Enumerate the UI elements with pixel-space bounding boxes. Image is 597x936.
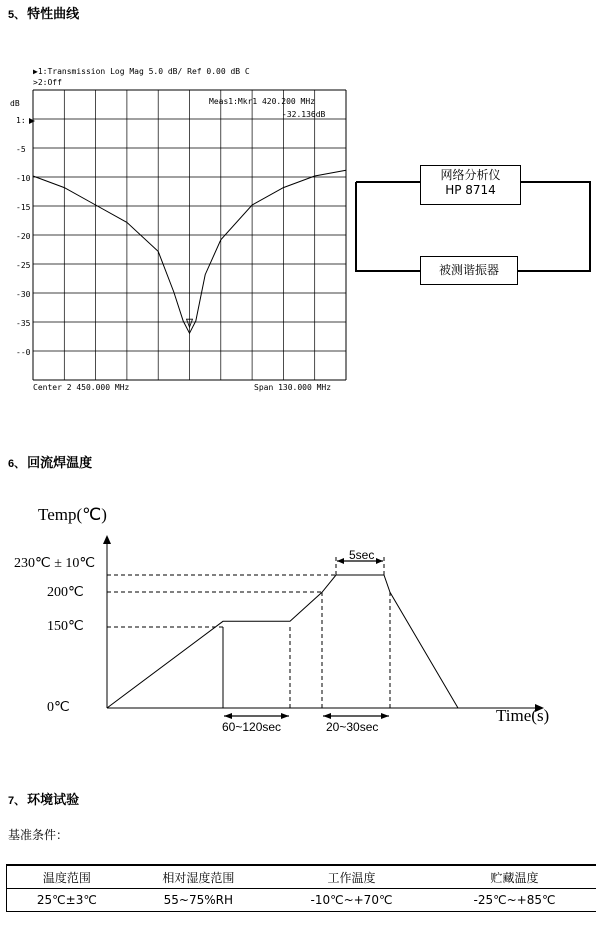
reflow-dimension-arrows [224, 561, 389, 716]
analyzer-y-tick: 1: [16, 116, 26, 125]
reflow-preheat-time: 60~120sec [222, 720, 282, 734]
analyzer-y-tick: -30 [16, 290, 31, 299]
table-row [7, 889, 597, 912]
section-7-number: 7、 [8, 795, 26, 807]
analyzer-unit: dB [10, 99, 20, 108]
section-5-number: 5、 [8, 9, 26, 21]
header-temperature-range: 温度范围 [7, 865, 127, 889]
analyzer-y-tick: -15 [16, 203, 31, 212]
reflow-peak-time: 5sec [349, 548, 375, 562]
analyzer-marker-level: -32.136dB [282, 110, 326, 119]
section-6-title [8, 452, 92, 471]
header-operating-temp: 工作温度 [270, 865, 433, 889]
section-5-text: 特性曲线 [27, 7, 80, 22]
analyzer-y-tick: -20 [16, 232, 31, 241]
table-header-row [7, 865, 597, 889]
analyzer-plot [0, 60, 350, 400]
reflow-y-arrow [103, 535, 111, 544]
section-6-text: 回流焊温度 [27, 456, 93, 471]
analyzer-grid [33, 90, 346, 380]
reflow-200-temp: 200℃ [47, 585, 84, 600]
header-humidity-range: 相对湿度范围 [127, 865, 270, 889]
analyzer-y-tick: -10 [16, 174, 31, 183]
network-analyzer-label: 网络分析仪 [440, 168, 501, 182]
header-storage-temp: 贮藏温度 [433, 865, 596, 889]
analyzer-screen [0, 60, 350, 400]
network-analyzer-model: HP 8714 [445, 183, 496, 197]
value-storage-temp: -25℃~+85℃ [433, 889, 596, 912]
reflow-peak-temp: 230℃ ± 10℃ [14, 556, 96, 571]
analyzer-y-tick: -25 [16, 261, 31, 270]
section-7-title [8, 789, 79, 808]
analyzer-span: Span 130.000 MHz [254, 383, 332, 392]
section-5-title [8, 3, 79, 22]
reflow-150-temp: 150℃ [47, 619, 84, 634]
reflow-guides [107, 554, 390, 708]
reflow-x-title: Time(s) [496, 706, 550, 725]
analyzer-header-line2: >2:Off [33, 78, 62, 87]
section-7-text: 环境试验 [27, 793, 80, 808]
dut-label: 被测谐振器 [438, 263, 499, 277]
section-6-number: 6、 [8, 458, 26, 470]
analyzer-marker-freq: Meas1:Mkr1 420.200 MHz [209, 97, 315, 106]
environment-table [6, 864, 596, 912]
analyzer-header-line1: ▶1:Transmission Log Mag 5.0 dB/ Ref 0.00 dB C [33, 67, 250, 76]
network-analyzer-box [420, 165, 521, 205]
value-operating-temp: -10℃~+70℃ [270, 889, 433, 912]
analyzer-y-tick: -5 [16, 145, 26, 154]
value-humidity-range: 55~75%RH [127, 889, 270, 912]
value-temperature-range: 25℃±3℃ [7, 889, 127, 912]
basis-conditions-label: 基准条件： [8, 828, 69, 842]
reflow-y-title: Temp(℃) [38, 505, 107, 524]
dut-box [420, 256, 518, 285]
reflow-profile-line [107, 575, 458, 708]
analyzer-y-tick: --0 [16, 348, 31, 357]
reflow-0-temp: 0℃ [47, 700, 70, 715]
reflow-reflow-time: 20~30sec [326, 720, 379, 734]
analyzer-center-freq: Center 2 450.000 MHz [33, 383, 130, 392]
analyzer-y-tick: -35 [16, 319, 31, 328]
